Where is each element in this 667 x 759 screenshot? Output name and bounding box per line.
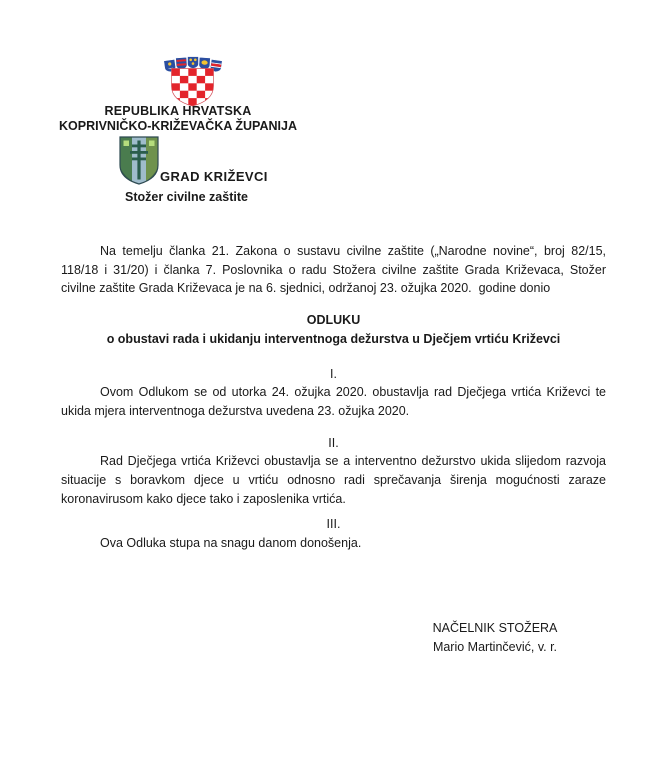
section-paragraph: Rad Dječjega vrtića Križevci obustavlja se a interventno dežurstvo ukida slijedom razvoja situacije s boravkom djece u vrtiću odnosno radi sprečavanja širenja mogućnosti zaraze koronavirusom kako djece tako i zaposlenika vrtića. xyxy=(61,454,610,506)
signature-block xyxy=(400,619,590,656)
section-number: III. xyxy=(326,517,341,532)
signature-name: Mario Martinčević, v. r. xyxy=(432,639,558,654)
org-name: Stožer civilne zaštite xyxy=(125,190,248,204)
intro-paragraph: Na temelju članka 21. Zakona o sustavu civilne zaštite („Narodne novine“, broj 82/15, 118/18 i 31/20) i članka 7. Poslovnika o radu Stožera civilne zaštite Grada Križevaca, Stožer civilne zaštite Grada Križevaca je na 6. sjednici, održanoj 23. ožujka 2020. godine donio xyxy=(61,244,610,296)
decision-subtitle: o obustavi rada i ukidanju interventnoga dežurstva u Dječjem vrtiću Križevci xyxy=(106,331,561,346)
krizevci-coat-of-arms-icon xyxy=(119,136,159,185)
croatia-coat-of-arms-icon xyxy=(163,56,223,107)
checkerboard-shield xyxy=(172,69,214,107)
city-name: GRAD KRIŽEVCI xyxy=(160,169,268,184)
section-paragraph: Ova Odluka stupa na snagu danom donošenja. xyxy=(100,536,362,551)
section-paragraph: Ovom Odlukom se od utorka 24. ožujka 2020. obustavlja rad Dječjega vrtića Križevci te ukida mjera interventnoga dežurstva uvedena 23. ožujka 2020. xyxy=(61,385,610,418)
document-body xyxy=(61,242,610,656)
section-number: I. xyxy=(330,366,337,381)
country-name: REPUBLIKA HRVATSKA xyxy=(104,104,252,118)
section-number: II. xyxy=(328,435,339,450)
signature-role: NAČELNIK STOŽERA xyxy=(432,620,558,635)
county-name: KOPRIVNIČKO-KRIŽEVAČKA ŽUPANIJA xyxy=(59,119,297,133)
decision-title: ODLUKU xyxy=(306,313,361,328)
